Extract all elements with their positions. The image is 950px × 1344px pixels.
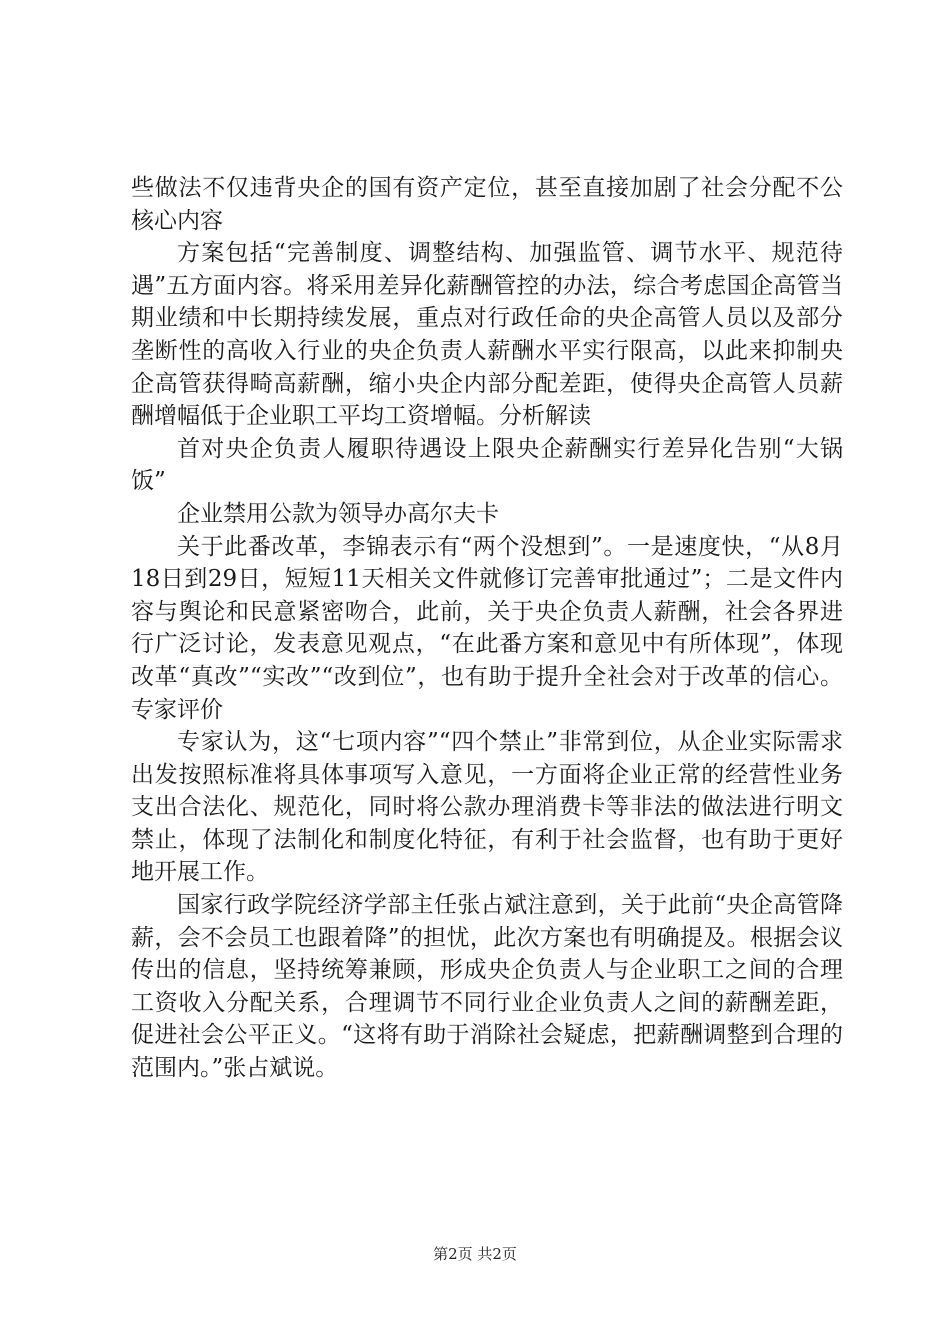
document-body bbox=[131, 172, 843, 1085]
paragraph-expert-opinion: 专家认为，这“七项内容”“四个禁止”非常到位，从企业实际需求出发按照标准将具体事项写入意见，一方面将企业正常的经营性业务支出合法化、规范化，同时将公款办理消费卡等非法的做法进行明文禁止，体现了法制化和制度化特征，有利于社会监督，也有助于更好地开展工作。 bbox=[131, 729, 843, 886]
paragraph-plan-contents: 方案包括“完善制度、调整结构、加强监管、调节水平、规范待遇”五方面内容。将采用差异化薪酬管控的办法，综合考虑国企高管当期业绩和中长期持续发展，重点对行政任命的央企高管人员以及部分垄断性的高收入行业的央企负责人薪酬水平实行限高，以此来抑制央企高管获得畸高薪酬，缩小央企内部分配差距，使得央企高管人员薪酬增幅低于企业职工平均工资增幅。分析解读 bbox=[131, 240, 843, 430]
page-number-footer: 第2页 共2页 bbox=[433, 1245, 517, 1263]
paragraph-li-jin: 关于此番改革，李锦表示有“两个没想到”。一是速度快，“从8月18日到29日，短短11天相关文件就修订完善审批通过”；二是文件内容与舆论和民意紧密吻合，此前，关于央企负责人薪酬，社会各界进行广泛讨论，发表意见观点，“在此番方案和意见中有所体现”，体现改革“真改”“实改”“改到位”，也有助于提升全社会对于改革的信心。专家评价 bbox=[131, 533, 843, 723]
paragraph-zhang-zhanbin: 国家行政学院经济学部主任张占斌注意到，关于此前“央企高管降薪，会不会员工也跟着降”的担忧，此次方案也有明确提及。根据会议传出的信息，坚持统筹兼顾，形成央企负责人与企业职工之间的合理工资收入分配关系，合理调节不同行业企业负责人之间的薪酬差距，促进社会公平正义。“这将有助于消除社会疑虑，把薪酬调整到合理的范围内。”张占斌说。 bbox=[131, 892, 843, 1082]
paragraph-heading-golf: 企业禁用公款为领导办高尔夫卡 bbox=[177, 500, 499, 527]
paragraph-continuation: 些做法不仅违背央企的国有资产定位，甚至直接加剧了社会分配不公核心内容 bbox=[131, 175, 843, 234]
paragraph-heading-cap: 首对央企负责人履职待遇设上限央企薪酬实行差异化告别“大锅饭” bbox=[131, 435, 843, 495]
